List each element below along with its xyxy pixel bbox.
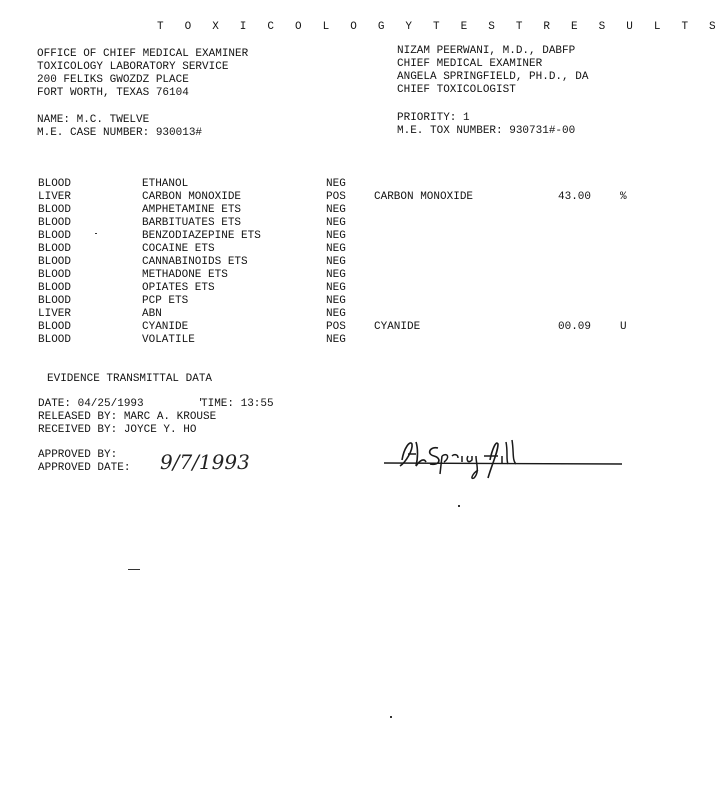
official-line: CHIEF MEDICAL EXAMINER [397,58,543,70]
approved-by-label: APPROVED BY: [38,449,118,461]
test-name: BENZODIAZEPINE ETS [142,230,261,242]
test-name: BARBITUATES ETS [142,217,242,229]
test-result: NEG [326,308,346,320]
test-name: COCAINE ETS [142,243,215,255]
scan-speck [200,398,201,401]
result-row [0,230,638,243]
specimen: BLOOD [38,321,72,333]
office-line: 200 FELIKS GWOZDZ PLACE [37,74,189,86]
result-row [0,204,638,217]
specimen: BLOOD [38,269,72,281]
test-result: NEG [326,295,346,307]
test-result: NEG [326,256,346,268]
test-result: NEG [326,217,346,229]
scan-mark [128,569,140,570]
analyte: CARBON MONOXIDE [374,191,474,203]
office-line: TOXICOLOGY LABORATORY SERVICE [37,61,229,73]
official-line: ANGELA SPRINGFIELD, PH.D., DA [397,71,589,83]
test-result: POS [326,321,346,333]
priority: PRIORITY: 1 [397,112,470,124]
specimen: BLOOD [38,243,72,255]
result-row [0,334,638,347]
test-name: ETHANOL [142,178,189,190]
scan-speck [95,233,97,234]
scan-speck [390,716,392,718]
specimen: LIVER [38,308,72,320]
results-table [0,178,638,348]
specimen: BLOOD [38,295,72,307]
specimen: BLOOD [38,178,72,190]
released-by: RELEASED BY: MARC A. KROUSE [38,411,217,423]
test-result: NEG [326,230,346,242]
test-name: ABN [142,308,162,320]
analyte: CYANIDE [374,321,421,333]
case-number: M.E. CASE NUMBER: 930013# [37,127,203,139]
result-row [0,321,638,334]
decedent-name: NAME: M.C. TWELVE [37,114,150,126]
test-name: CYANIDE [142,321,189,333]
test-result: NEG [326,204,346,216]
test-name: CARBON MONOXIDE [142,191,242,203]
office-line: FORT WORTH, TEXAS 76104 [37,87,189,99]
analyte-unit: U [620,321,627,333]
test-name: OPIATES ETS [142,282,215,294]
test-name: METHADONE ETS [142,269,228,281]
test-result: NEG [326,269,346,281]
specimen: BLOOD [38,217,72,229]
case-info [37,114,202,140]
specimen: LIVER [38,191,72,203]
office-line: OFFICE OF CHIEF MEDICAL EXAMINER [37,48,249,60]
result-row [0,282,638,295]
analyte-unit: % [620,191,627,203]
test-name: PCP ETS [142,295,189,307]
received-by: RECEIVED BY: JOYCE Y. HO [38,424,197,436]
scan-speck [458,505,460,507]
analyte-value: 43.00 [558,191,592,203]
official-line: NIZAM PEERWANI, M.D., DABFP [397,45,576,57]
result-row [0,243,638,256]
result-row [0,191,638,204]
specimen: BLOOD [38,256,72,268]
test-result: NEG [326,178,346,190]
signature [380,434,625,482]
evidence-heading: EVIDENCE TRANSMITTAL DATA [47,373,213,385]
result-row [0,217,638,230]
result-row [0,308,638,321]
approved-date-label: APPROVED DATE: [38,462,131,474]
specimen: BLOOD [38,230,72,242]
test-name: VOLATILE [142,334,195,346]
officials-block [397,45,588,97]
test-name: CANNABINOIDS ETS [142,256,248,268]
handwritten-approval-date: 9/7/1993 [160,450,250,474]
test-name: AMPHETAMINE ETS [142,204,242,216]
result-row [0,256,638,269]
result-row [0,269,638,282]
office-address-block [37,48,248,100]
test-result: NEG [326,334,346,346]
evidence-time: TIME: 13:55 [201,398,274,410]
tox-number: M.E. TOX NUMBER: 930731#-00 [397,125,576,137]
test-result: NEG [326,282,346,294]
analyte-value: 00.09 [558,321,592,333]
result-row [0,295,638,308]
report-title: T O X I C O L O G Y T E S T R E S U L T S [157,21,723,33]
test-result: NEG [326,243,346,255]
official-line: CHIEF TOXICOLOGIST [397,84,516,96]
evidence-date: DATE: 04/25/1993 [38,398,144,410]
specimen: BLOOD [38,204,72,216]
specimen: BLOOD [38,334,72,346]
tox-info [397,112,575,138]
test-result: POS [326,191,346,203]
specimen: BLOOD [38,282,72,294]
result-row [0,178,638,191]
